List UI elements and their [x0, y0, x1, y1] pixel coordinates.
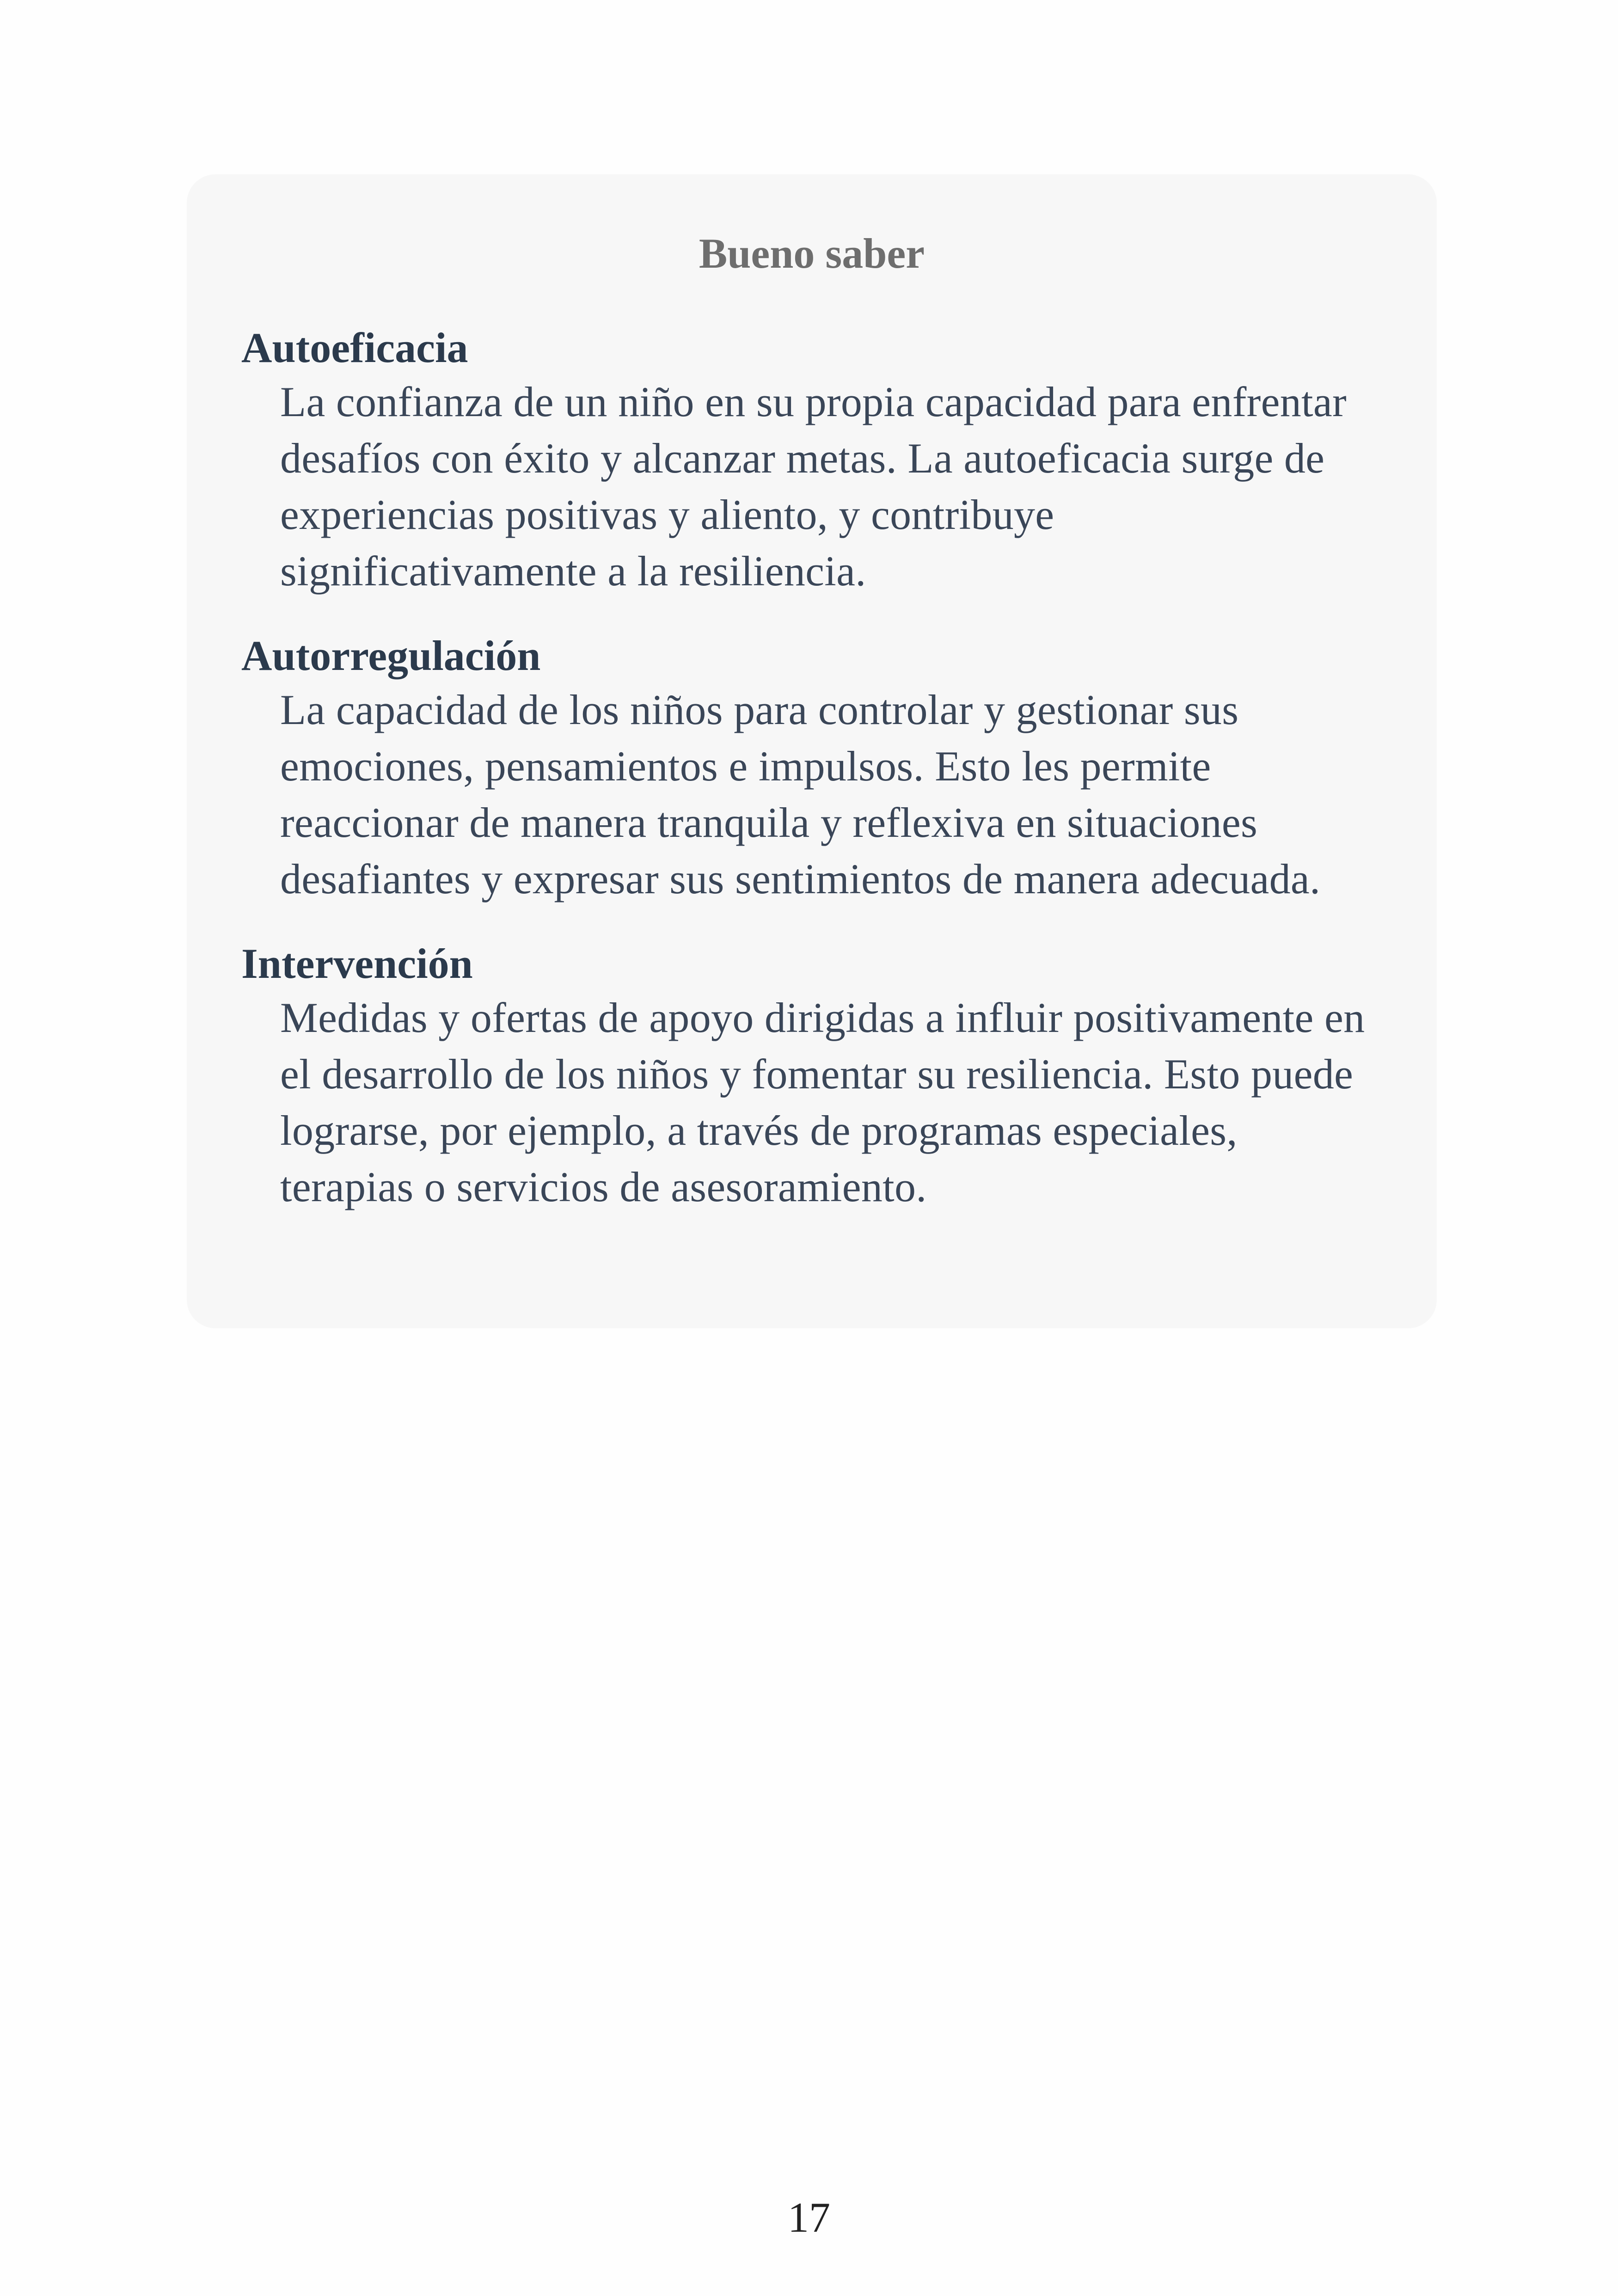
- definition-line: emociones, pensamientos e impulsos. Esto les permite: [280, 743, 1211, 790]
- definition-line: reaccionar de manera tranquila y reflexiva en situaciones: [280, 799, 1258, 846]
- glossary-definition: [241, 989, 1382, 1215]
- page-number: 17: [788, 2194, 830, 2241]
- definition-line: desafíos con éxito y alcanzar metas. La autoeficacia surge de: [280, 435, 1325, 482]
- glossary-definition: [241, 681, 1382, 907]
- glossary-definition: [241, 374, 1382, 599]
- definition-line: lograrse, por ejemplo, a través de programas especiales,: [280, 1107, 1238, 1154]
- definition-line: experiencias positivas y aliento, y contribuye: [280, 491, 1054, 538]
- definition-line: desafiantes y expresar sus sentimientos de manera adecuada.: [280, 855, 1321, 902]
- box-title: Bueno saber: [699, 230, 925, 277]
- definition-line: terapias o servicios de asesoramiento.: [280, 1163, 927, 1210]
- definition-line: significativamente a la resiliencia.: [280, 547, 866, 595]
- definition-line: La confianza de un niño en su propia capacidad para enfrentar: [280, 378, 1347, 425]
- glossary-entry-intervencion: [241, 938, 1382, 1215]
- glossary-entry-autorregulacion: [241, 630, 1382, 907]
- definition-line: La capacidad de los niños para controlar y gestionar sus: [280, 686, 1239, 733]
- glossary-term: Intervención: [241, 940, 473, 987]
- definition-line: Medidas y ofertas de apoyo dirigidas a influir positivamente en: [280, 994, 1365, 1041]
- definition-line: el desarrollo de los niños y fomentar su resiliencia. Esto puede: [280, 1050, 1354, 1098]
- glossary-entry-autoeficacia: [241, 322, 1382, 599]
- good-to-know-box: [187, 174, 1437, 1328]
- glossary-term: Autorregulación: [241, 632, 541, 679]
- glossary-term: Autoeficacia: [241, 324, 468, 371]
